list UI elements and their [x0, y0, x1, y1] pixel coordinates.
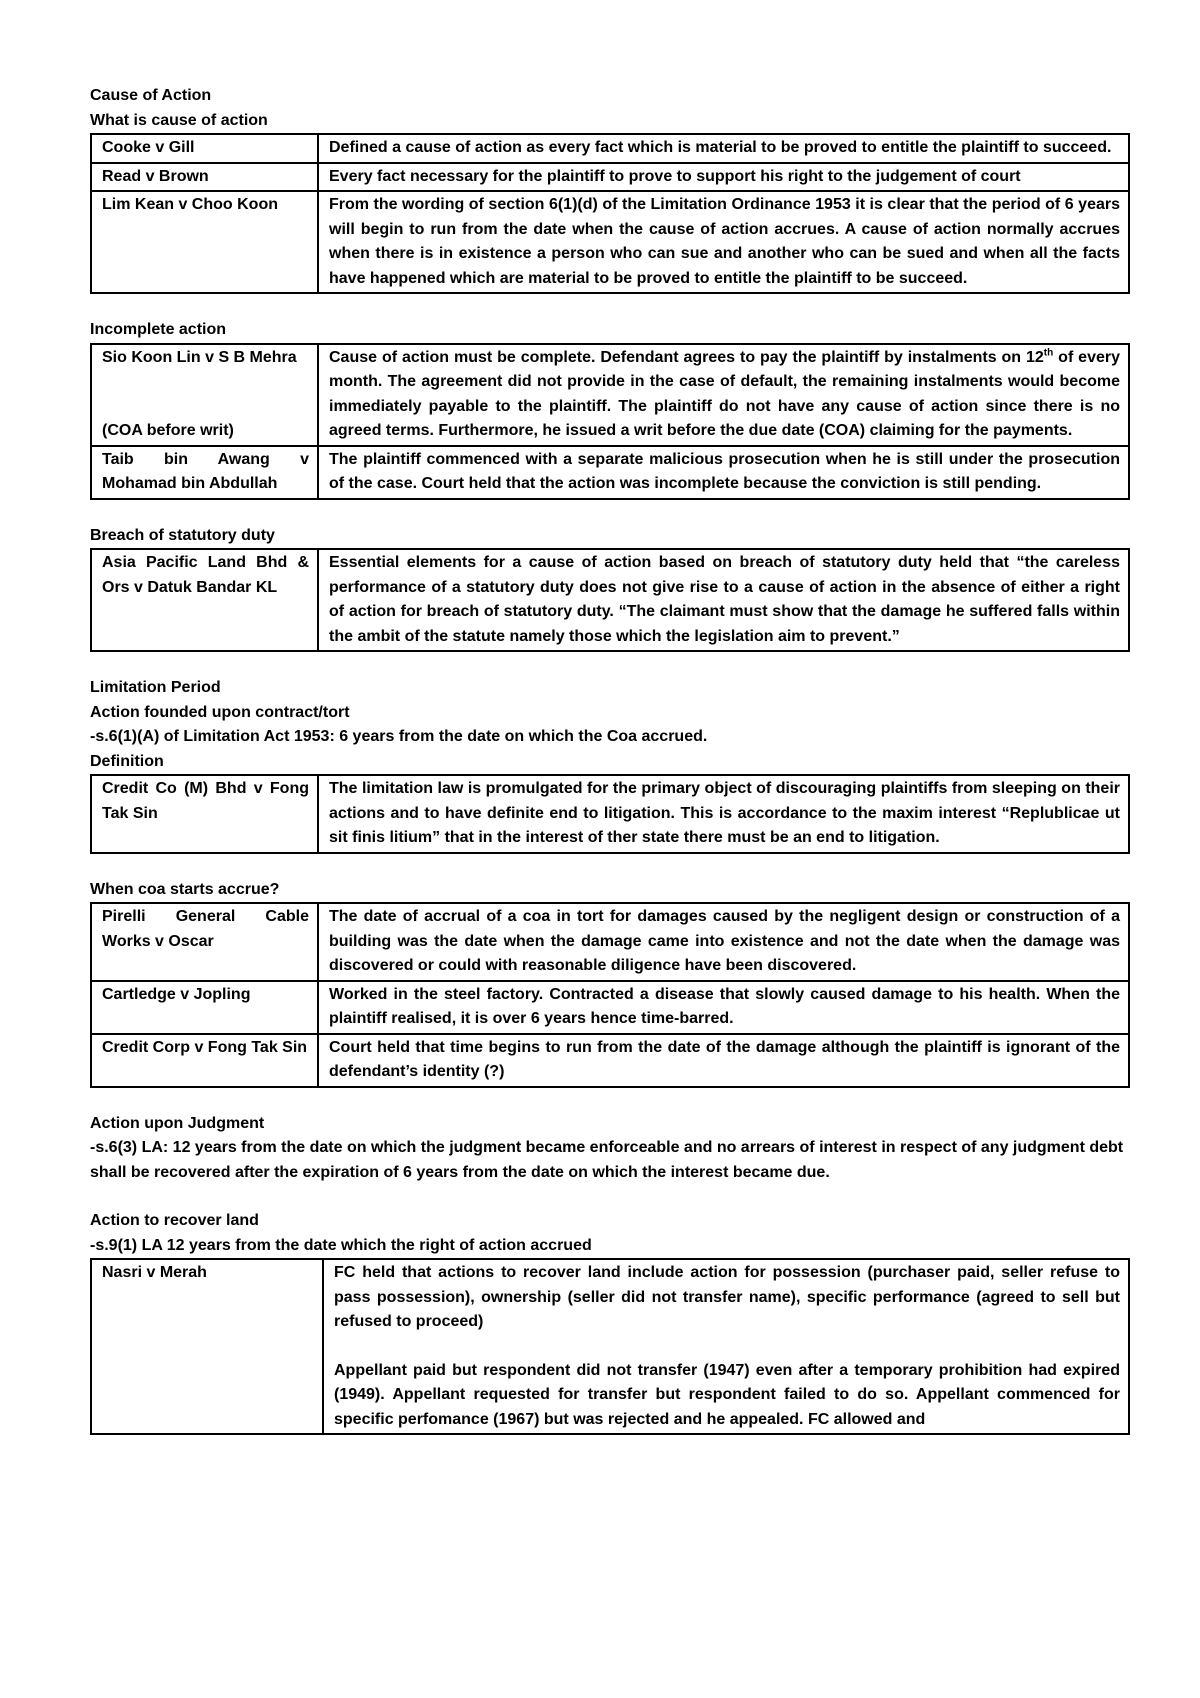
table-row: [91, 775, 1129, 853]
section-heading: Cause of Action: [90, 87, 212, 104]
case-name: Asia Pacific Land Bhd & Ors v Datuk Bandar KL: [91, 549, 318, 651]
statute-rule: -s.9(1) LA 12 years from the date which the right of action accrued: [90, 1236, 592, 1254]
case-cell: [91, 344, 318, 446]
table-row: [91, 344, 1129, 446]
section-heading: Action upon Judgment: [90, 1114, 265, 1132]
section-heading: Breach of statutory duty: [90, 526, 275, 544]
case-description-paragraph: Appellant paid but respondent did not transfer (1947) even after a temporary prohibition had expired (1949). Appellant requested for transfer but respondent failed to do so. Appellant commenced for specific perfomance (1967) but was rejected and he appealed. FC allowed and: [334, 1361, 1120, 1428]
table-row: [91, 981, 1129, 1034]
case-description: [318, 344, 1129, 446]
case-description: Defined a cause of action as every fact which is material to be proved to entitle the plaintiff to succeed.: [318, 134, 1129, 163]
case-table: [90, 343, 1130, 500]
case-description: The date of accrual of a coa in tort for damages caused by the negligent design or construction of a building was the date when the damage came into existence and not the date when the damage was discovered or could with reasonable diligence have been discovered.: [318, 903, 1129, 981]
case-name: Credit Co (M) Bhd v Fong Tak Sin: [91, 775, 318, 853]
case-name: Credit Corp v Fong Tak Sin: [91, 1034, 318, 1087]
table-row: [91, 163, 1129, 192]
case-table: [90, 902, 1130, 1088]
case-table: [90, 548, 1130, 652]
case-table: [90, 133, 1130, 294]
case-description: Every fact necessary for the plaintiff to prove to support his right to the judgement of court: [318, 163, 1129, 192]
case-description-paragraph: FC held that actions to recover land include action for possession (purchaser paid, seller refuse to pass possession), ownership (seller did not transfer name), specific performance (agreed to sell but refused to proceed): [334, 1264, 1120, 1330]
section-heading: Action to recover land: [90, 1212, 259, 1229]
table-row: [91, 903, 1129, 981]
case-description: Court held that time begins to run from the date of the damage although the plaintiff is ignorant of the defendant’s identity (?): [318, 1034, 1129, 1087]
section-heading: When coa starts accrue?: [90, 880, 280, 898]
section-subheading: Action founded upon contract/tort: [90, 703, 350, 721]
case-description-part: of every month. The agreement did not provide in the case of default, the remaining instalments would become immediately payable to the plaintiff. The plaintiff do not have any cause of action since there is no agreed terms. Furthermore, he issued a writ before the due date (COA) claiming for the payments.: [329, 348, 1121, 439]
table-row: [91, 1034, 1129, 1087]
case-note: (COA before writ): [102, 422, 234, 439]
case-name: Read v Brown: [91, 163, 318, 192]
definition-label: Definition: [90, 752, 164, 770]
ordinal-suffix: th: [1043, 347, 1054, 359]
case-description: The plaintiff commenced with a separate malicious prosecution when he is still under the prosecution of the case. Court held that the action was incomplete because the conviction is still pending.: [318, 446, 1129, 499]
case-description: From the wording of section 6(1)(d) of the Limitation Ordinance 1953 it is clear that the period of 6 years will begin to run from the date when the cause of action accrues. A cause of action normally accrues when there is in existence a person who can sue and another who can be sued and when all the facts have happened which are material to be proved to entitle the plaintiff to be succeed.: [318, 191, 1129, 293]
table-row: [91, 446, 1129, 499]
statute-rule: -s.6(3) LA: 12 years from the date on which the judgment became enforceable and no arrears of interest in respect of any judgment debt shall be recovered after the expiration of 6 years from the date on which the interest became due.: [90, 1139, 1124, 1181]
case-table: [90, 774, 1130, 854]
case-description: [323, 1259, 1129, 1434]
document-page: [90, 84, 1130, 1435]
section-subheading: What is cause of action: [90, 111, 268, 129]
case-description: Essential elements for a cause of action based on breach of statutory duty held that “the careless performance of a statutory duty does not give rise to a cause of action in the absence of either a right of action for breach of statutory duty. “The claimant must show that the damage he suffered falls within the ambit of the statute namely those which the legislation aim to prevent.”: [318, 549, 1129, 651]
table-row: [91, 134, 1129, 163]
section-heading: Limitation Period: [90, 679, 221, 696]
table-row: [91, 549, 1129, 651]
case-name: Nasri v Merah: [91, 1259, 323, 1434]
case-description: Worked in the steel factory. Contracted a disease that slowly caused damage to his health. When the plaintiff realised, it is over 6 years hence time-barred.: [318, 981, 1129, 1034]
case-description: The limitation law is promulgated for the primary object of discouraging plaintiffs from sleeping on their actions and to have definite end to litigation. This is accordance to the maxim interest “Replublicae ut sit finis litium” that in the interest of ther state there must be an end to litigation.: [318, 775, 1129, 853]
case-name: Lim Kean v Choo Koon: [91, 191, 318, 293]
table-row: [91, 191, 1129, 293]
statute-rule: -s.6(1)(A) of Limitation Act 1953: 6 years from the date on which the Coa accrued.: [90, 728, 708, 745]
table-row: [91, 1259, 1129, 1434]
section-heading: Incomplete action: [90, 321, 227, 338]
case-name: Cooke v Gill: [91, 134, 318, 163]
case-name: Sio Koon Lin v S B Mehra: [102, 348, 297, 366]
case-table: [90, 1258, 1130, 1435]
case-name: Taib bin Awang v Mohamad bin Abdullah: [91, 446, 318, 499]
case-description-part: Cause of action must be complete. Defendant agrees to pay the plaintiff by instalments on 12: [329, 348, 1044, 366]
case-name: Cartledge v Jopling: [91, 981, 318, 1034]
case-name: Pirelli General Cable Works v Oscar: [91, 903, 318, 981]
